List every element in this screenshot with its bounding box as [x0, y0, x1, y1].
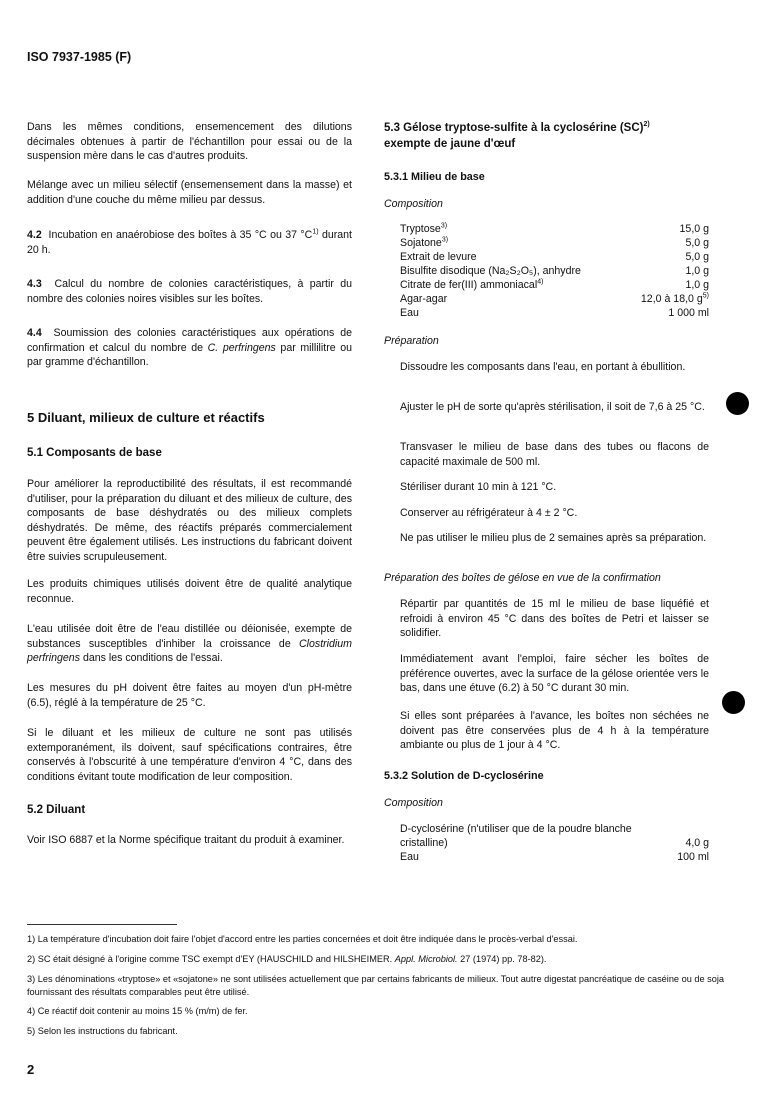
paragraph-eau: [27, 622, 352, 666]
paragraph-text-cont: dans les conditions de l'essai.: [82, 652, 223, 664]
ingredient-row: [400, 278, 709, 293]
section-4-2: [27, 228, 352, 257]
journal-name: Appl. Microbiol.: [394, 954, 458, 964]
ingredient-name: Citrate de fer(III) ammoniacal$^{4)}$: [400, 278, 544, 291]
footnote-text-cont: 27 (1974) pp. 78-82).: [460, 954, 547, 964]
section-title-cont: exempte de jaune d'œuf: [384, 138, 516, 150]
footnote-2: [27, 953, 732, 966]
section-5-3-2-title: 5.3.2 Solution de D-cyclosérine: [384, 770, 544, 782]
cyclo-line-1: D-cyclosérine (n'utiliser que de la poudre blanche: [400, 823, 632, 835]
page-number: 2: [27, 1062, 35, 1077]
organism-name: Clostridium perfringens: [27, 637, 352, 664]
prep-step: Dissoudre les composants dans l'eau, en portant à ébullition.: [400, 361, 686, 373]
ingredient-row: [400, 306, 709, 321]
ingredient-name: Tryptose$^{3)}$: [400, 222, 448, 235]
section-text: Calcul du nombre de colonies caractéristiques, à partir du nombre des colonies noires visibles sur les boîtes.: [27, 278, 353, 305]
section-text: Incubation en anaérobiose des boîtes à 35 °C ou 37 °C: [48, 229, 313, 241]
prep-boites-label: Préparation des boîtes de gélose en vue de la confirmation: [384, 572, 661, 584]
ingredient-qty: 12,0 à 18,0 $g^{5)}$: [640, 292, 709, 305]
footnote-4: 4) Ce réactif doit contenir au moins 15 % (m/m) de fer.: [27, 1006, 248, 1016]
ingredient-row: [400, 222, 709, 237]
ingredient-row: [400, 264, 709, 279]
paragraph-diluant: Voir ISO 6887 et la Norme spécifique traitant du produit à examiner.: [27, 834, 345, 846]
prep-step: Ajuster le pH de sorte qu'après stérilisation, il soit de 7,6 à 25 °C.: [400, 401, 705, 413]
section-title-text: 5.3 Gélose tryptose-sulfite à la cyclosérine (SC): [384, 122, 644, 134]
prep-step: Conserver au réfrigérateur à 4 ± 2 °C.: [400, 507, 578, 519]
footnote-rule: [27, 924, 177, 925]
margin-bullet-mark: [726, 392, 749, 415]
section-number: 4.4: [27, 327, 42, 339]
section-5-1-title: 5.1 Composants de base: [27, 447, 162, 459]
ingredient-name: Eau: [400, 851, 419, 863]
paragraph-melange: Mélange avec un milieu sélectif (ensemensement dans la masse) et addition d'une couche du même milieu par dessus.: [27, 179, 352, 206]
ingredient-name: Bisulfite disodique (Na₂S₂O₅), anhydre: [400, 265, 581, 277]
ingredient-row: [400, 836, 709, 851]
ingredient-qty: 5,0 g: [685, 251, 709, 263]
section-5-3-1-title: 5.3.1 Milieu de base: [384, 171, 485, 183]
paragraph-reproductibilite: Pour améliorer la reproductibilité des résultats, il est recommandé d'utiliser, pour la préparation du diluant et des milieux de culture, des composants de base déshydratés ou des milieux complets déshydratés. De même, des réactifs préparés commercialement peuvent être également utilisés. Les instructions du fabricant doivent être suivies scrupuleusement.: [27, 478, 352, 563]
ingredient-name: Agar-agar: [400, 293, 448, 305]
margin-bullet-mark: [722, 691, 745, 714]
ingredient-row: [400, 236, 709, 251]
prep-boites-step: Répartir par quantités de 15 ml le milieu de base liquéfié et refroidi à environ 45 °C dans des boîtes de Petri et laisser se solidifier.: [400, 598, 709, 639]
ingredient-name: cristalline): [400, 837, 448, 849]
prep-step: Ne pas utiliser le milieu plus de 2 semaines après sa préparation.: [400, 532, 707, 544]
ingredient-name: Eau: [400, 307, 419, 319]
section-4-3: [27, 277, 352, 306]
ingredient-qty: 15,0 g: [679, 223, 709, 235]
footnote-5: 5) Selon les instructions du fabricant.: [27, 1026, 178, 1036]
ingredient-qty: 4,0 g: [685, 837, 709, 849]
section-text-cont: durant 20 h.: [27, 229, 352, 256]
ingredient-qty: 1,0 g: [685, 279, 709, 291]
section-text-cont: par millilitre ou par gramme d'échantillon.: [27, 341, 352, 368]
section-text: Soumission des colonies caractéristiques aux opérations de confirmation et calcul du nombre de: [27, 327, 353, 354]
ingredient-row: [400, 850, 709, 865]
prep-step: Stériliser durant 10 min à 121 °C.: [400, 481, 557, 493]
prep-step: Transvaser le milieu de base dans des tubes ou flacons de capacité maximale de 500 ml.: [400, 441, 709, 468]
ingredient-name: Extrait de levure: [400, 251, 477, 263]
document-header: ISO 7937-1985 (F): [27, 50, 132, 64]
ingredient-row: [400, 250, 709, 265]
section-5-3-title: [384, 120, 709, 152]
ingredient-row: [400, 292, 709, 307]
section-number: 4.2: [27, 229, 42, 241]
prep-boites-step: Si elles sont préparées à l'avance, les boîtes non séchées ne doivent pas être conservées plus de 4 h à la température ambiante ou plus de 1 jour à 4 °C.: [400, 710, 709, 751]
footnote-1: 1) La température d'incubation doit faire l'objet d'accord entre les parties concernées et doit être indiquée dans le procès-verbal d'essai.: [27, 934, 578, 944]
paragraph-text: L'eau utilisée doit être de l'eau distillée ou déionisée, exempte de substances susceptibles d'inhiber la croissance de: [27, 623, 352, 650]
prep-boites-step: Immédiatement avant l'emploi, faire sécher les boîtes de préférence ouvertes, avec la surface de la gélose orientée vers le bas, dans une étuve (6.2) à 50 °C durant 30 min.: [400, 653, 709, 694]
ingredient-qty: 1 000 ml: [668, 307, 709, 319]
footnote-ref: 1): [312, 228, 319, 236]
composition-label-2: Composition: [384, 797, 443, 809]
paragraph-ph: Les mesures du pH doivent être faites au moyen d'un pH-mètre (6.5), réglé à la température de 25 °C.: [27, 682, 352, 709]
section-number: 4.3: [27, 278, 42, 290]
paragraph-conservation: Si le diluant et les milieux de culture ne sont pas utilisés extemporanément, ils doivent, sauf spécifications contraires, être conservés à l'obscurité à une température d'environ 4 °C, dans des conditions évitant toute modification de leur composition.: [27, 727, 352, 783]
organism-name: C. perfringens: [207, 341, 276, 354]
section-5-title: 5 Diluant, milieux de culture et réactifs: [27, 410, 265, 425]
footnote-ref: 2): [643, 121, 650, 129]
section-4-4: [27, 326, 352, 370]
paragraph-produits-chimiques: Les produits chimiques utilisés doivent être de qualité analytique reconnue.: [27, 578, 352, 605]
ingredient-qty: 5,0 g: [685, 237, 709, 249]
ingredient-name: Sojatone$^{3)}$: [400, 236, 449, 249]
footnote-3: 3) Les dénominations «tryptose» et «sojatone» ne sont utilisées actuellement que par certains fabricants de milieux. Tout autre digestat pancréatique de caséine ou de soja fournissant des résultats comparables peut être utilisé.: [27, 974, 724, 997]
section-5-2-title: 5.2 Diluant: [27, 804, 86, 816]
ingredient-qty: 1,0 g: [685, 265, 709, 277]
footnote-text: 2) SC était désigné à l'origine comme TSC exempt d'EY (HAUSCHILD and HILSHEIMER.: [27, 954, 393, 964]
preparation-label: Préparation: [384, 335, 439, 347]
composition-label: Composition: [384, 198, 443, 210]
ingredient-qty: 100 ml: [677, 851, 709, 863]
paragraph-dilutions: Dans les mêmes conditions, ensemencement des dilutions décimales obtenues à partir de l'échantillon pour essai ou de la suspension mère dans le cas d'autres produits.: [27, 121, 352, 162]
